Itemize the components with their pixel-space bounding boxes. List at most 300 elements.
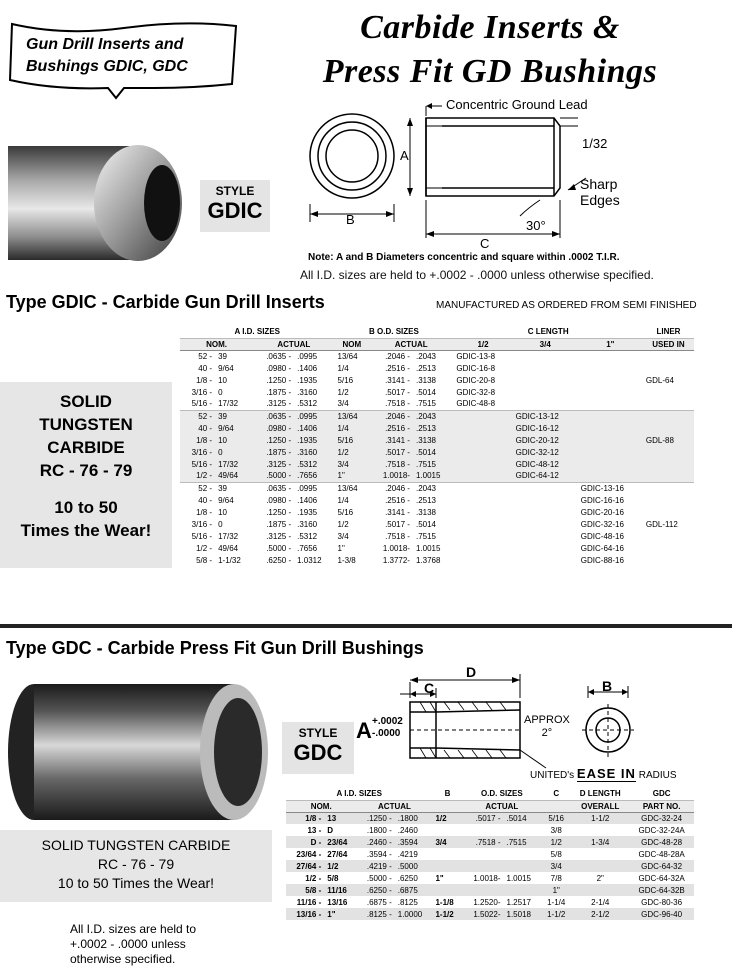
table-cell: .3141 - <box>369 374 413 386</box>
table-cell: 1/2 <box>541 836 571 848</box>
table-cell: 13 - <box>286 824 324 836</box>
table-cell: .5312 <box>294 398 334 410</box>
table-cell: 3/4 <box>432 836 462 848</box>
style-code: GDC <box>293 740 343 765</box>
table-cell: 9/64 <box>215 362 253 374</box>
table-cell: .1250 - <box>356 812 394 824</box>
gdic-tir-note: Note: A and B Diameters concentric and square within .0002 T.I.R. <box>308 252 620 263</box>
table-cell: GDIC-32-16 <box>578 518 643 530</box>
table-cell: .5017 - <box>369 386 413 398</box>
table-cell: 1.0015 <box>413 542 453 554</box>
table-cell: GDC-96-40 <box>629 908 694 920</box>
table-cell: .5000 - <box>356 872 394 884</box>
table-cell: GDIC-13-16 <box>578 482 643 494</box>
table-cell: 10 <box>215 434 253 446</box>
table-cell: 5/16 <box>335 374 370 386</box>
gdic-lead-label: Concentric Ground Lead <box>446 97 588 112</box>
table-cell: GDIC-20-12 <box>513 434 578 446</box>
table-cell <box>578 350 643 362</box>
table-cell: 1/4 <box>335 362 370 374</box>
table-cell: .3125 - <box>253 530 294 542</box>
table-cell <box>432 824 462 836</box>
table-cell <box>578 446 643 458</box>
gdic-dim-b: B <box>346 212 355 227</box>
col-nom: NOM. <box>286 800 356 812</box>
table-cell: 1/8 - <box>286 812 324 824</box>
table-row <box>180 362 694 374</box>
table-cell: 1-1/2 <box>541 908 571 920</box>
gdic-style-box <box>200 180 270 232</box>
table-cell <box>513 362 578 374</box>
table-cell: 1" <box>541 884 571 896</box>
table-cell <box>643 494 694 506</box>
table-cell: GDIC-16-16 <box>578 494 643 506</box>
table-cell: GDIC-88-16 <box>578 554 643 566</box>
gdc-dim-b: B <box>602 678 613 694</box>
table-row <box>180 422 694 434</box>
gdc-approx-angle: APPROX 2° <box>524 714 570 739</box>
table-cell: .6250 <box>395 872 433 884</box>
table-cell: .1250 - <box>253 374 294 386</box>
gdic-semi-finished-note: MANUFACTURED AS ORDERED FROM SEMI FINISHED <box>436 300 697 311</box>
table-cell: .4219 - <box>356 860 394 872</box>
table-cell <box>513 398 578 410</box>
table-cell: 49/64 <box>215 542 253 554</box>
table-cell <box>453 482 512 494</box>
table-cell <box>432 860 462 872</box>
col-liner-used: USED IN <box>643 338 694 350</box>
col-b-actual: ACTUAL <box>462 800 541 812</box>
table-row <box>180 446 694 458</box>
page-title: Carbide Inserts & Press Fit GD Bushings <box>322 9 658 90</box>
table-cell: .5017 - <box>462 812 503 824</box>
col-actual: ACTUAL <box>356 800 432 812</box>
table-cell: 23/64 - <box>286 848 324 860</box>
table-cell: 1.5022- <box>462 908 503 920</box>
table-cell: 1/2 <box>432 812 462 824</box>
table-cell: GDL-64 <box>643 374 694 386</box>
table-cell: GDIC-32-12 <box>513 446 578 458</box>
gdic-tolerance-note: All I.D. sizes are held to +.0002 - .0000 unless otherwise specified. <box>300 268 654 282</box>
table-cell <box>513 542 578 554</box>
col-a-header: A I.D. SIZES <box>180 326 335 338</box>
gdc-material-box: SOLID TUNGSTEN CARBIDE RC - 76 - 79 10 to 50 Times the Wear! <box>0 830 272 902</box>
col-c-header: C <box>541 788 571 800</box>
table-cell: GDIC-16-12 <box>513 422 578 434</box>
table-cell: 5/16 <box>335 506 370 518</box>
col-part: PART NO. <box>629 800 694 812</box>
table-cell: GDC-32-24A <box>629 824 694 836</box>
table-cell: .5014 <box>413 386 453 398</box>
table-cell: .2043 <box>413 410 453 422</box>
table-cell: 1-1/32 <box>215 554 253 566</box>
gdic-dim-a: A <box>400 148 409 163</box>
col-overall: OVERALL <box>571 800 629 812</box>
table-cell: GDIC-32-8 <box>453 386 512 398</box>
table-cell: .2046 - <box>369 410 413 422</box>
table-cell: 5/16 <box>541 812 571 824</box>
table-cell: 0 <box>215 446 253 458</box>
table-cell: 27/64 - <box>286 860 324 872</box>
table-cell <box>643 554 694 566</box>
table-cell <box>453 518 512 530</box>
table-cell: .6875 <box>395 884 433 896</box>
table-cell: GDIC-13-8 <box>453 350 512 362</box>
table-cell: .2046 - <box>369 482 413 494</box>
table-cell <box>643 530 694 542</box>
table-cell: .0635 - <box>253 410 294 422</box>
table-row <box>286 884 694 896</box>
table-cell: 3/8 <box>541 824 571 836</box>
table-cell: 1/2 <box>335 446 370 458</box>
table-cell: 1/2 - <box>180 542 215 554</box>
table-cell: 5/8 <box>541 848 571 860</box>
table-cell <box>432 884 462 896</box>
table-cell: .5000 - <box>253 542 294 554</box>
table-cell: .3160 <box>294 386 334 398</box>
table-cell <box>578 386 643 398</box>
table-cell: GDIC-48-12 <box>513 458 578 470</box>
table-cell: 1/8 - <box>180 506 215 518</box>
table-row <box>180 506 694 518</box>
table-cell <box>571 824 629 836</box>
table-cell: .3138 <box>413 434 453 446</box>
table-cell <box>578 374 643 386</box>
table-cell <box>462 824 503 836</box>
table-cell <box>571 848 629 860</box>
table-row <box>286 836 694 848</box>
table-cell: 1" <box>335 542 370 554</box>
table-cell: .3141 - <box>369 434 413 446</box>
table-cell: 13/64 <box>335 410 370 422</box>
table-cell: 5/16 - <box>180 530 215 542</box>
table-cell: .2513 <box>413 422 453 434</box>
table-cell: .5014 <box>504 812 542 824</box>
table-row <box>286 908 694 920</box>
table-cell: D <box>324 824 356 836</box>
table-cell <box>453 542 512 554</box>
table-cell <box>453 554 512 566</box>
table-row <box>180 494 694 506</box>
table-cell: 1-1/8 <box>432 896 462 908</box>
table-row <box>286 812 694 824</box>
table-cell: 23/64 <box>324 836 356 848</box>
table-cell: .0635 - <box>253 350 294 362</box>
table-cell: 1-3/4 <box>571 836 629 848</box>
table-cell: 1.0018- <box>369 470 413 482</box>
table-cell: 17/32 <box>215 398 253 410</box>
table-cell: .5312 <box>294 458 334 470</box>
col-b-actual: ACTUAL <box>369 338 453 350</box>
table-cell: .2516 - <box>369 422 413 434</box>
table-cell: 1.3772- <box>369 554 413 566</box>
table-cell: 17/32 <box>215 530 253 542</box>
table-cell: 5/16 - <box>180 458 215 470</box>
table-cell: GDC-64-32B <box>629 884 694 896</box>
table-cell: .6875 - <box>356 896 394 908</box>
table-cell: 10 <box>215 506 253 518</box>
table-cell <box>513 482 578 494</box>
table-cell: 27/64 <box>324 848 356 860</box>
table-cell: .1875 - <box>253 386 294 398</box>
table-cell: 1.0000 <box>395 908 433 920</box>
table-cell: 2-1/4 <box>571 896 629 908</box>
table-cell <box>643 362 694 374</box>
table-cell: .7518 - <box>369 530 413 542</box>
table-cell: 39 <box>215 350 253 362</box>
table-cell <box>578 362 643 374</box>
table-cell: 3/16 - <box>180 386 215 398</box>
table-row <box>180 458 694 470</box>
table-cell: 11/16 - <box>286 896 324 908</box>
table-cell: 3/4 <box>541 860 571 872</box>
table-cell: .0980 - <box>253 494 294 506</box>
table-row <box>180 350 694 362</box>
table-cell: 3/4 <box>335 530 370 542</box>
table-cell <box>643 350 694 362</box>
table-cell: .1250 - <box>253 506 294 518</box>
table-cell <box>432 848 462 860</box>
table-cell: .1935 <box>294 506 334 518</box>
table-cell: .1406 <box>294 494 334 506</box>
table-cell: .3160 <box>294 446 334 458</box>
table-cell: .2046 - <box>369 350 413 362</box>
table-row <box>286 896 694 908</box>
table-cell: .1800 <box>395 812 433 824</box>
table-cell: 1.0018- <box>369 542 413 554</box>
table-cell <box>513 386 578 398</box>
table-cell <box>453 434 512 446</box>
table-row <box>180 530 694 542</box>
table-cell: 1/2 - <box>286 872 324 884</box>
table-cell: .2460 - <box>356 836 394 848</box>
gdic-angle: 30° <box>526 218 546 233</box>
table-cell: .8125 - <box>356 908 394 920</box>
table-cell: 40 - <box>180 362 215 374</box>
table-cell: GDL-88 <box>643 434 694 446</box>
gdic-material-box: SOLID TUNGSTEN CARBIDE RC - 76 - 79 10 to 50 Times the Wear! <box>0 382 172 568</box>
table-cell: GDC-48-28A <box>629 848 694 860</box>
gdic-insert-image <box>6 140 186 266</box>
table-cell: GDC-80-36 <box>629 896 694 908</box>
table-cell: 5/8 - <box>286 884 324 896</box>
table-cell <box>504 848 542 860</box>
table-row <box>180 482 694 494</box>
gdic-table <box>180 326 694 566</box>
table-cell <box>571 884 629 896</box>
table-cell: GDC-32-24 <box>629 812 694 824</box>
table-cell: 40 - <box>180 494 215 506</box>
table-cell: .0635 - <box>253 482 294 494</box>
style-code: GDIC <box>207 198 263 223</box>
table-cell: 52 - <box>180 410 215 422</box>
col-liner-header: LINER <box>643 326 694 338</box>
gdc-section-title: Type GDC - Carbide Press Fit Gun Drill Bushings <box>6 638 424 658</box>
table-cell: 17/32 <box>215 458 253 470</box>
table-row <box>180 386 694 398</box>
table-cell <box>578 470 643 482</box>
table-cell: GDIC-16-8 <box>453 362 512 374</box>
table-cell: 13 <box>324 812 356 824</box>
col-a-header: A I.D. SIZES <box>286 788 432 800</box>
table-cell: .0995 <box>294 410 334 422</box>
table-cell: .3125 - <box>253 398 294 410</box>
table-cell: 1" <box>324 908 356 920</box>
table-cell <box>513 530 578 542</box>
col-c-threequarter: 3/4 <box>513 338 578 350</box>
table-cell: 1-3/8 <box>335 554 370 566</box>
col-b-nom: NOM <box>335 338 370 350</box>
table-cell: 52 - <box>180 350 215 362</box>
table-cell <box>643 470 694 482</box>
table-cell: 5/16 <box>335 434 370 446</box>
table-cell: 1/4 <box>335 422 370 434</box>
table-cell: 1-1/2 <box>432 908 462 920</box>
gdc-ease-in-label: UNITED's EASE IN RADIUS <box>530 766 677 781</box>
table-cell: 5/8 - <box>180 554 215 566</box>
table-cell: .5000 - <box>253 470 294 482</box>
gdc-tolerance-note: All I.D. sizes are held to +.0002 - .0000 unless otherwise specified. <box>70 922 197 966</box>
table-cell: .7656 <box>294 542 334 554</box>
table-cell <box>453 458 512 470</box>
table-cell: 13/16 - <box>286 908 324 920</box>
table-cell: 1/4 <box>335 494 370 506</box>
table-cell <box>643 482 694 494</box>
table-cell <box>643 410 694 422</box>
table-cell <box>643 506 694 518</box>
table-cell <box>462 860 503 872</box>
table-cell <box>462 884 503 896</box>
table-cell <box>513 374 578 386</box>
table-cell: 9/64 <box>215 494 253 506</box>
table-cell: 1.0312 <box>294 554 334 566</box>
table-cell: .7515 <box>413 398 453 410</box>
table-cell: .1800 - <box>356 824 394 836</box>
table-cell: 13/16 <box>324 896 356 908</box>
table-cell <box>643 542 694 554</box>
table-cell: 0 <box>215 518 253 530</box>
col-c-half: 1/2 <box>453 338 512 350</box>
gdc-tolerance: +.0002 -.0000 <box>372 716 403 739</box>
gdc-bushing-image <box>4 680 274 824</box>
table-cell: .2460 <box>395 824 433 836</box>
table-cell <box>513 554 578 566</box>
table-cell: .6250 - <box>356 884 394 896</box>
table-cell: 1.5018 <box>504 908 542 920</box>
table-cell: .6250 - <box>253 554 294 566</box>
gdic-sharp-edges: Sharp Edges <box>580 176 620 208</box>
col-c-one: 1" <box>578 338 643 350</box>
table-cell <box>453 494 512 506</box>
table-cell: .0980 - <box>253 362 294 374</box>
table-cell: 1/2 - <box>180 470 215 482</box>
table-cell: GDIC-20-16 <box>578 506 643 518</box>
table-cell: .7656 <box>294 470 334 482</box>
table-cell <box>513 494 578 506</box>
table-cell: 5/8 <box>324 872 356 884</box>
table-cell: .3594 <box>395 836 433 848</box>
table-cell: .2516 - <box>369 494 413 506</box>
gdic-section-title: Type GDIC - Carbide Gun Drill Inserts <box>6 292 325 312</box>
table-cell: 1.3768 <box>413 554 453 566</box>
style-label: STYLE <box>298 726 338 740</box>
table-cell: .1875 - <box>253 518 294 530</box>
table-cell: 9/64 <box>215 422 253 434</box>
table-cell: 5/16 - <box>180 398 215 410</box>
col-d-header: D LENGTH <box>571 788 629 800</box>
table-cell: 0 <box>215 386 253 398</box>
table-cell: .3160 <box>294 518 334 530</box>
table-cell: .3594 - <box>356 848 394 860</box>
table-cell: 1.0015 <box>504 872 542 884</box>
table-cell: GDIC-48-8 <box>453 398 512 410</box>
table-cell: .5014 <box>413 446 453 458</box>
table-cell: 10 <box>215 374 253 386</box>
table-cell: 1/8 - <box>180 374 215 386</box>
table-cell: .2043 <box>413 482 453 494</box>
table-cell: 1.0018- <box>462 872 503 884</box>
gdc-dim-c: C <box>424 680 435 696</box>
table-cell: .2043 <box>413 350 453 362</box>
table-cell <box>453 530 512 542</box>
table-cell: .5000 <box>395 860 433 872</box>
table-cell: .3138 <box>413 374 453 386</box>
table-cell: .3138 <box>413 506 453 518</box>
table-cell: .5312 <box>294 530 334 542</box>
table-cell: 1.2520- <box>462 896 503 908</box>
table-cell <box>578 410 643 422</box>
table-cell: .3141 - <box>369 506 413 518</box>
table-cell: 1.0015 <box>413 470 453 482</box>
table-cell: 52 - <box>180 482 215 494</box>
table-cell: 39 <box>215 410 253 422</box>
table-cell <box>578 434 643 446</box>
table-cell <box>513 350 578 362</box>
table-cell <box>643 422 694 434</box>
col-b-header: B <box>432 788 462 800</box>
table-cell <box>643 386 694 398</box>
gdc-dim-a: A <box>356 718 372 743</box>
table-cell: GDC-64-32A <box>629 872 694 884</box>
table-cell: .7515 <box>413 530 453 542</box>
table-cell: 11/16 <box>324 884 356 896</box>
table-cell <box>504 884 542 896</box>
col-actual: ACTUAL <box>253 338 334 350</box>
table-cell: .1250 - <box>253 434 294 446</box>
table-cell: .7518 - <box>369 458 413 470</box>
table-row <box>180 542 694 554</box>
table-cell: .2516 - <box>369 362 413 374</box>
table-cell: D - <box>286 836 324 848</box>
table-cell: .1406 <box>294 362 334 374</box>
table-cell: .7515 <box>504 836 542 848</box>
col-c-header: C LENGTH <box>453 326 643 338</box>
table-cell <box>643 398 694 410</box>
table-cell <box>578 398 643 410</box>
table-cell: .1935 <box>294 374 334 386</box>
table-cell: .5017 - <box>369 446 413 458</box>
table-row <box>180 410 694 422</box>
table-cell: 1" <box>432 872 462 884</box>
gdc-dim-d: D <box>466 664 477 680</box>
table-cell: 40 - <box>180 422 215 434</box>
table-row <box>286 824 694 836</box>
table-cell <box>643 446 694 458</box>
table-cell: .7518 - <box>369 398 413 410</box>
col-bod-header: O.D. SIZES <box>462 788 541 800</box>
table-cell: 3/4 <box>335 398 370 410</box>
table-cell: .4219 <box>395 848 433 860</box>
